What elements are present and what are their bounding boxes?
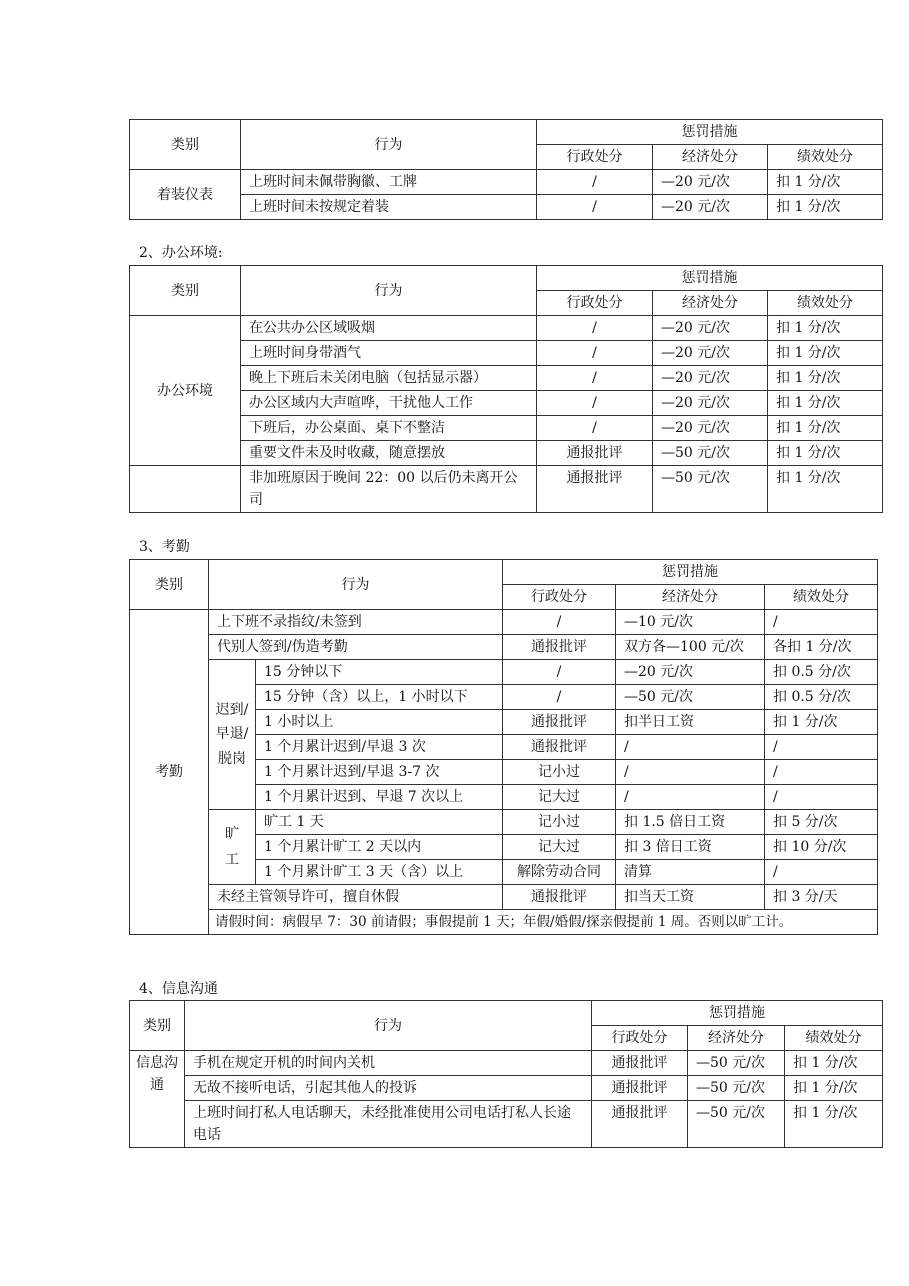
performance-cell: / (765, 760, 878, 785)
performance-cell: 扣 1 分/次 (785, 1051, 883, 1076)
header-behavior: 行为 (185, 1001, 592, 1051)
admin-cell: 通报批评 (503, 635, 616, 660)
header-category: 类别 (130, 120, 241, 170)
table-row (130, 170, 883, 195)
header-economic: 经济处分 (616, 585, 765, 610)
admin-cell: 通报批评 (503, 735, 616, 760)
admin-cell: 记小过 (503, 810, 616, 835)
behavior-cell: 1 小时以上 (256, 710, 503, 735)
header-penalty: 惩罚措施 (537, 120, 883, 145)
leave-note: 请假时间：病假早 7：30 前请假；事假提前 1 天；年假/婚假/探亲假提前 1 周。否则以旷工计。 (209, 910, 878, 935)
header-admin: 行政处分 (503, 585, 616, 610)
economic-cell: —50 元/次 (688, 1076, 785, 1101)
behavior-cell: 无故不接听电话，引起其他人的投诉 (185, 1076, 592, 1101)
economic-cell: / (616, 760, 765, 785)
header-category: 类别 (130, 1001, 185, 1051)
admin-cell: / (503, 685, 616, 710)
behavior-cell: 下班后，办公桌面、桌下不整洁 (241, 416, 537, 441)
table-row (130, 1051, 883, 1076)
table-row (130, 316, 883, 341)
behavior-cell: 上班时间身带酒气 (241, 341, 537, 366)
economic-cell: —20 元/次 (653, 416, 768, 441)
admin-cell: / (537, 170, 653, 195)
header-performance: 绩效处分 (768, 145, 883, 170)
behavior-cell: 1 个月累计旷工 3 天（含）以上 (256, 860, 503, 885)
header-category: 类别 (130, 560, 209, 610)
section-title-communication: 4、信息沟通 (139, 981, 218, 997)
behavior-cell: 1 个月累计迟到、早退 7 次以上 (256, 785, 503, 810)
performance-cell: 扣 3 分/天 (765, 885, 878, 910)
economic-cell: —20 元/次 (653, 195, 768, 220)
admin-cell: 通报批评 (592, 1076, 688, 1101)
behavior-cell: 在公共办公区域吸烟 (241, 316, 537, 341)
economic-cell: / (616, 735, 765, 760)
performance-cell: 扣 1 分/次 (768, 316, 883, 341)
economic-cell: —20 元/次 (653, 170, 768, 195)
admin-cell: / (503, 660, 616, 685)
economic-cell: 双方各—100 元/次 (616, 635, 765, 660)
table-row (130, 910, 878, 935)
behavior-cell: 非加班原因于晚间 22：00 以后仍未离开公司 (241, 466, 537, 513)
table-row (130, 885, 878, 910)
header-penalty: 惩罚措施 (503, 560, 878, 585)
behavior-cell: 重要文件未及时收藏，随意摆放 (241, 441, 537, 466)
economic-cell: —20 元/次 (653, 391, 768, 416)
behavior-cell: 15 分钟（含）以上，1 小时以下 (256, 685, 503, 710)
header-admin: 行政处分 (592, 1026, 688, 1051)
performance-cell: 扣 1 分/次 (768, 195, 883, 220)
category-cell: 信息沟通 (130, 1051, 185, 1148)
economic-cell: / (616, 785, 765, 810)
admin-cell: 记大过 (503, 835, 616, 860)
economic-cell: —50 元/次 (688, 1051, 785, 1076)
admin-cell: / (537, 341, 653, 366)
performance-cell: 扣 1 分/次 (768, 441, 883, 466)
absent-label-cell: 旷工 (209, 810, 256, 885)
late-label-cell: 迟到/早退/脱岗 (209, 660, 256, 810)
performance-cell: / (765, 785, 878, 810)
economic-cell: —50 元/次 (653, 441, 768, 466)
performance-cell: 扣 1 分/次 (785, 1101, 883, 1148)
performance-cell: 扣 10 分/次 (765, 835, 878, 860)
behavior-cell: 代别人签到/伪造考勤 (209, 635, 503, 660)
economic-cell: 扣当天工资 (616, 885, 765, 910)
economic-cell: 扣 3 倍日工资 (616, 835, 765, 860)
header-category: 类别 (130, 266, 241, 316)
admin-cell: 记大过 (503, 785, 616, 810)
admin-cell: / (537, 416, 653, 441)
admin-cell: / (537, 391, 653, 416)
admin-cell: / (537, 316, 653, 341)
section-title-office: 2、办公环境: (139, 245, 223, 261)
behavior-cell: 15 分钟以下 (256, 660, 503, 685)
table-row (130, 195, 883, 220)
table-row (130, 391, 883, 416)
behavior-cell: 上班时间未按规定着装 (241, 195, 537, 220)
header-economic: 经济处分 (688, 1026, 785, 1051)
admin-cell: 通报批评 (592, 1051, 688, 1076)
performance-cell: 扣 1 分/次 (768, 416, 883, 441)
behavior-cell: 手机在规定开机的时间内关机 (185, 1051, 592, 1076)
admin-cell: / (537, 195, 653, 220)
category-cell: 着装仪表 (130, 170, 241, 220)
performance-cell: 扣 0.5 分/次 (765, 685, 878, 710)
economic-cell: 扣 1.5 倍日工资 (616, 810, 765, 835)
header-behavior: 行为 (241, 120, 537, 170)
empty-category-cell (130, 466, 241, 513)
office-table (129, 265, 883, 513)
economic-cell: —10 元/次 (616, 610, 765, 635)
economic-cell: —50 元/次 (616, 685, 765, 710)
behavior-cell: 1 个月累计迟到/早退 3 次 (256, 735, 503, 760)
dress-table (129, 119, 883, 220)
table-row (130, 1076, 883, 1101)
table-row (130, 341, 883, 366)
performance-cell: 扣 0.5 分/次 (765, 660, 878, 685)
table-row (130, 810, 878, 835)
table-row (130, 1101, 883, 1148)
section-title-attendance: 3、考勤 (139, 539, 190, 555)
performance-cell: 扣 1 分/次 (768, 391, 883, 416)
performance-cell: 扣 1 分/次 (768, 366, 883, 391)
header-behavior: 行为 (241, 266, 537, 316)
header-economic: 经济处分 (653, 291, 768, 316)
category-cell: 办公环境 (130, 316, 241, 466)
admin-cell: 通报批评 (503, 710, 616, 735)
behavior-cell: 上下班不录指纹/未签到 (209, 610, 503, 635)
communication-table (129, 1000, 883, 1148)
admin-cell: 通报批评 (537, 441, 653, 466)
admin-cell: 记小过 (503, 760, 616, 785)
table-row (130, 416, 883, 441)
economic-cell: 清算 (616, 860, 765, 885)
admin-cell: 通报批评 (592, 1101, 688, 1148)
table-row (130, 660, 878, 685)
economic-cell: —20 元/次 (653, 366, 768, 391)
table-row (130, 610, 878, 635)
economic-cell: —20 元/次 (653, 316, 768, 341)
performance-cell: 扣 1 分/次 (765, 710, 878, 735)
performance-cell: 扣 5 分/次 (765, 810, 878, 835)
behavior-cell: 1 个月累计旷工 2 天以内 (256, 835, 503, 860)
header-performance: 绩效处分 (765, 585, 878, 610)
attendance-table (129, 559, 878, 935)
performance-cell: 扣 1 分/次 (768, 341, 883, 366)
table-row (130, 441, 883, 466)
table-row (130, 366, 883, 391)
admin-cell: 通报批评 (503, 885, 616, 910)
table-row (130, 466, 883, 513)
behavior-cell: 1 个月累计迟到/早退 3-7 次 (256, 760, 503, 785)
category-cell: 考勤 (130, 610, 209, 935)
header-performance: 绩效处分 (768, 291, 883, 316)
header-economic: 经济处分 (653, 145, 768, 170)
performance-cell: / (765, 735, 878, 760)
performance-cell: 扣 1 分/次 (785, 1076, 883, 1101)
header-admin: 行政处分 (537, 291, 653, 316)
admin-cell: 通报批评 (537, 466, 653, 513)
economic-cell: —50 元/次 (653, 466, 768, 513)
behavior-cell: 上班时间未佩带胸徽、工牌 (241, 170, 537, 195)
admin-cell: 解除劳动合同 (503, 860, 616, 885)
economic-cell: —50 元/次 (688, 1101, 785, 1148)
behavior-cell: 办公区域内大声喧哗，干扰他人工作 (241, 391, 537, 416)
behavior-cell: 旷工 1 天 (256, 810, 503, 835)
economic-cell: —20 元/次 (653, 341, 768, 366)
admin-cell: / (503, 610, 616, 635)
economic-cell: 扣半日工资 (616, 710, 765, 735)
header-behavior: 行为 (209, 560, 503, 610)
admin-cell: / (537, 366, 653, 391)
header-performance: 绩效处分 (785, 1026, 883, 1051)
performance-cell: 扣 1 分/次 (768, 170, 883, 195)
performance-cell: 扣 1 分/次 (768, 466, 883, 513)
behavior-cell: 未经主管领导许可，擅自休假 (209, 885, 503, 910)
performance-cell: 各扣 1 分/次 (765, 635, 878, 660)
performance-cell: / (765, 610, 878, 635)
behavior-cell: 晚上下班后未关闭电脑（包括显示器） (241, 366, 537, 391)
header-admin: 行政处分 (537, 145, 653, 170)
economic-cell: —20 元/次 (616, 660, 765, 685)
performance-cell: / (765, 860, 878, 885)
table-row (130, 635, 878, 660)
behavior-cell: 上班时间打私人电话聊天，未经批准使用公司电话打私人长途电话 (185, 1101, 592, 1148)
header-penalty: 惩罚措施 (592, 1001, 883, 1026)
header-penalty: 惩罚措施 (537, 266, 883, 291)
